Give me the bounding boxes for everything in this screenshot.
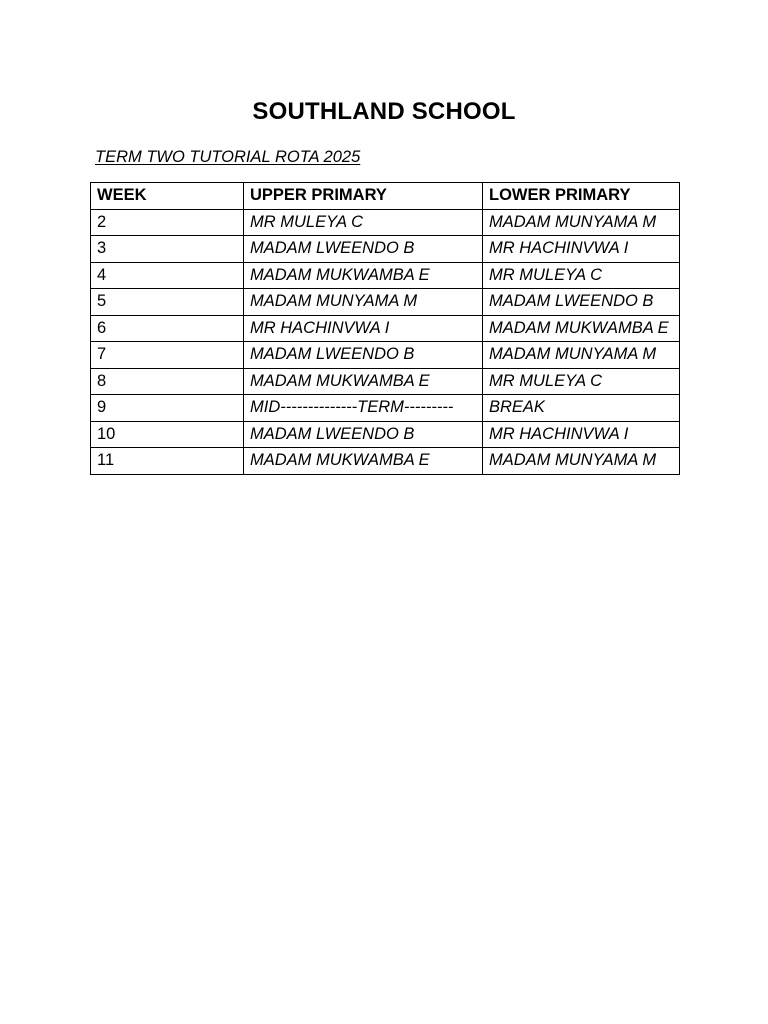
lower-primary-cell: MR HACHINVWA I: [483, 421, 680, 448]
table-row: [91, 209, 680, 236]
upper-primary-cell: MADAM LWEENDO B: [244, 342, 483, 369]
week-cell: 6: [91, 315, 244, 342]
lower-primary-cell: MADAM MUNYAMA M: [483, 342, 680, 369]
table-header-row: [91, 183, 680, 210]
week-cell: 7: [91, 342, 244, 369]
lower-primary-cell: MADAM MUKWAMBA E: [483, 315, 680, 342]
header-week: WEEK: [91, 183, 244, 210]
table-row: [91, 289, 680, 316]
header-upper-primary: UPPER PRIMARY: [244, 183, 483, 210]
week-cell: 5: [91, 289, 244, 316]
lower-primary-cell: MR HACHINVWA I: [483, 236, 680, 263]
table-row: [91, 315, 680, 342]
upper-primary-cell: MID--------------TERM---------: [244, 395, 483, 422]
table-row: [91, 368, 680, 395]
lower-primary-cell: BREAK: [483, 395, 680, 422]
table-row: [91, 342, 680, 369]
table-row: [91, 421, 680, 448]
rota-table: [90, 182, 680, 475]
table-row: [91, 395, 680, 422]
week-cell: 9: [91, 395, 244, 422]
lower-primary-cell: MADAM MUNYAMA M: [483, 448, 680, 475]
table-row: [91, 236, 680, 263]
upper-primary-cell: MADAM MUNYAMA M: [244, 289, 483, 316]
upper-primary-cell: MR MULEYA C: [244, 209, 483, 236]
school-title: SOUTHLAND SCHOOL: [252, 98, 516, 125]
table-row: [91, 262, 680, 289]
week-cell: 10: [91, 421, 244, 448]
lower-primary-cell: MADAM MUNYAMA M: [483, 209, 680, 236]
week-cell: 4: [91, 262, 244, 289]
rota-subtitle: TERM TWO TUTORIAL ROTA 2025: [95, 148, 361, 166]
upper-primary-cell: MR HACHINVWA I: [244, 315, 483, 342]
upper-primary-cell: MADAM LWEENDO B: [244, 421, 483, 448]
week-cell: 2: [91, 209, 244, 236]
upper-primary-cell: MADAM MUKWAMBA E: [244, 368, 483, 395]
week-cell: 11: [91, 448, 244, 475]
lower-primary-cell: MR MULEYA C: [483, 262, 680, 289]
upper-primary-cell: MADAM MUKWAMBA E: [244, 448, 483, 475]
lower-primary-cell: MADAM LWEENDO B: [483, 289, 680, 316]
week-cell: 8: [91, 368, 244, 395]
table-row: [91, 448, 680, 475]
header-lower-primary: LOWER PRIMARY: [483, 183, 680, 210]
upper-primary-cell: MADAM LWEENDO B: [244, 236, 483, 263]
lower-primary-cell: MR MULEYA C: [483, 368, 680, 395]
week-cell: 3: [91, 236, 244, 263]
upper-primary-cell: MADAM MUKWAMBA E: [244, 262, 483, 289]
